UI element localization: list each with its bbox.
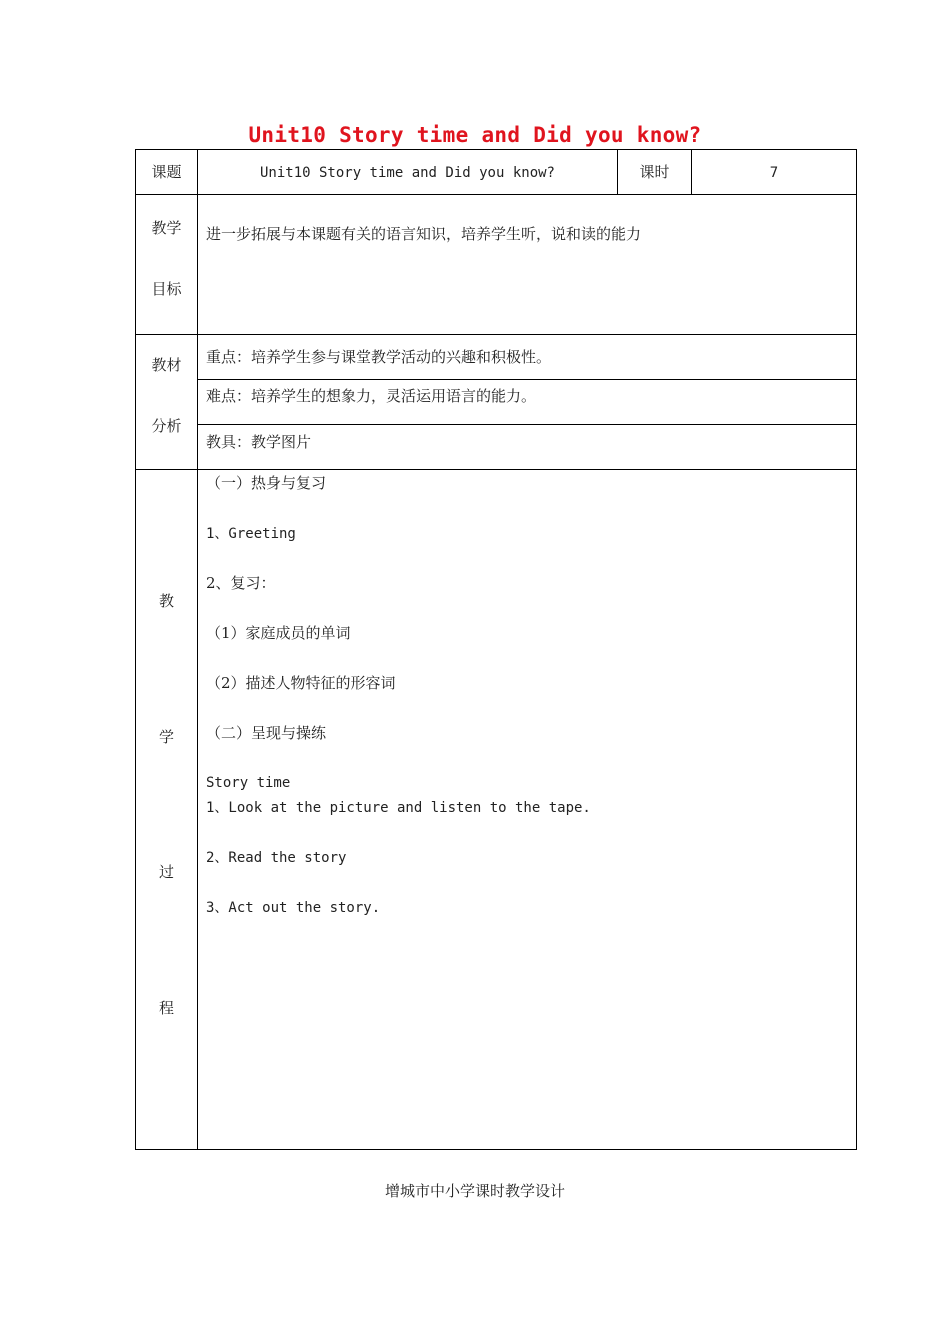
warmup-heading: （一）热身与复习: [206, 474, 327, 492]
period-value: 7: [769, 165, 779, 181]
row-divider: [197, 424, 856, 425]
story-step-3: 3、Act out the story.: [206, 900, 381, 916]
process-label-char: 过: [158, 863, 174, 881]
objectives-text: 进一步拓展与本课题有关的语言知识，培养学生听，说和读的能力: [206, 225, 642, 243]
objectives-label-line2: 目标: [151, 280, 182, 298]
process-label-char: 教: [158, 592, 174, 610]
teaching-aids-text: 教具：教学图片: [206, 433, 312, 451]
row-divider: [197, 379, 856, 380]
topic-value: Unit10 Story time and Did you know?: [259, 165, 555, 181]
presentation-heading: （二）呈现与操练: [206, 724, 327, 742]
objectives-label-line1: 教学: [151, 219, 182, 237]
process-label-char: 学: [158, 728, 174, 746]
row-divider: [136, 469, 856, 470]
review-item-2: （2）描述人物特征的形容词: [206, 674, 396, 692]
analysis-label-line1: 教材: [151, 356, 182, 374]
key-points-text: 重点：培养学生参与课堂教学活动的兴趣和积极性。: [206, 348, 552, 366]
story-time-label: Story time: [206, 775, 291, 791]
review-step: 2、复习：: [206, 574, 276, 592]
difficulties-text: 难点：培养学生的想象力，灵活运用语言的能力。: [206, 387, 537, 405]
lesson-plan-table: [135, 149, 857, 1150]
topic-label: 课题: [151, 163, 182, 181]
document-footer: 增城市中小学课时教学设计: [384, 1182, 565, 1200]
row-divider: [136, 334, 856, 335]
column-divider: [197, 150, 198, 1149]
process-label-char: 程: [158, 999, 174, 1017]
story-step-2: 2、Read the story: [206, 850, 347, 866]
story-step-1: 1、Look at the picture and listen to the tape.: [206, 800, 591, 816]
greeting-step: 1、Greeting: [206, 526, 296, 542]
period-label: 课时: [639, 163, 670, 181]
analysis-label-line2: 分析: [151, 417, 182, 435]
document-title: Unit10 Story time and Did you know?: [248, 123, 702, 147]
review-item-1: （1）家庭成员的单词: [206, 624, 351, 642]
row-divider: [136, 194, 856, 195]
